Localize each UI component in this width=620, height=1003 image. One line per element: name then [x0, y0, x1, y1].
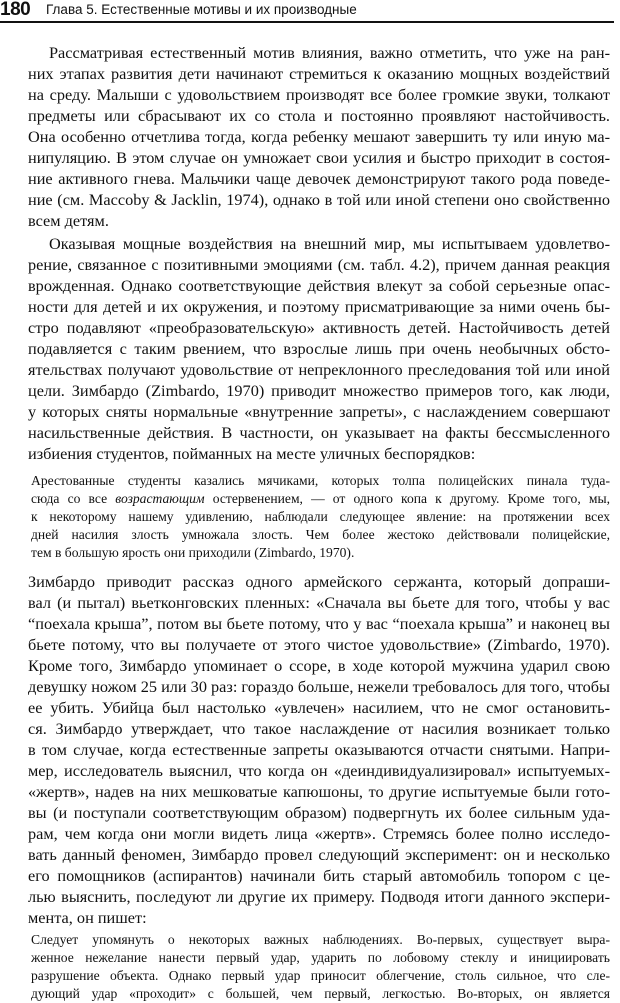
quote-line: дующий удар «проходит» с большей, чем первый, легкостью. Во-вторых, он является: [31, 986, 610, 1001]
text-line: у которых сняты нормальные «внутренние запреты», с наслаждением совершают: [28, 402, 610, 421]
text-line: вы (и поступали соответствующим образом) подвергнуть их более сильным уда-: [28, 803, 610, 822]
quote-text: сюда со все: [31, 491, 116, 506]
text-line: стро подавляют «преобразовательскую» активность детей. Настойчивость детей: [28, 318, 610, 337]
quote-line: к некоторому нашему удивлению, наблюдали следующее явление: на протяжении всех: [31, 509, 610, 524]
text-line: рам, чем когда они могли видеть лица «жертв». Стремясь более полно исследо-: [28, 824, 610, 843]
text-line: насильственные действия. В частности, он указывает на факты бессмысленного: [28, 423, 610, 442]
quote-line: [31, 490, 610, 508]
text-line: Кроме того, Зимбардо упоминает о ссоре, в ходе которой мужчина ударил свою: [28, 656, 610, 675]
text-line: бьете потому, что вы получаете от этого чистое удовольствие» (Zimbardo, 1970).: [28, 635, 610, 654]
text-line: ности для детей и их окружения, и поэтому присматривающие за ними очень бы-: [28, 297, 610, 316]
text-line: в том случае, когда естественные запреты оказываются отчасти снятыми. Напри-: [28, 740, 610, 759]
text-line: рение, связанное с позитивными эмоциями (см. табл. 4.2), причем данная реакция: [28, 255, 610, 274]
text-line: цели. Зимбардо (Zimbardo, 1970) приводит множество примеров того, как люди,: [28, 381, 610, 400]
page-number: 180: [0, 0, 31, 20]
quote-line: тем в большую ярость они приходили (Zimbardo, 1970).: [31, 545, 355, 560]
text-line: его помощников (аспирантов) начинали бить старый автомобиль топором с це-: [28, 866, 610, 885]
text-line: подавляется с таким рвением, что взрослые лишь при очень необычных обсто-: [28, 339, 610, 358]
text-line: Оказывая мощные воздействия на внешний мир, мы испытываем удовлетво-: [49, 234, 610, 253]
text-line: “поехала крыша”, потом вы бьете потому, что у вас “поехала крыша” и наконец вы: [28, 614, 610, 633]
text-line: ние (см. Maccoby & Jacklin, 1974), однако в той или иной степени оно свойственно: [28, 190, 610, 209]
text-line: них этапах развития дети начинают стремиться к оказанию мощных воздействий: [28, 64, 610, 83]
text-line: нипуляцию. В этом случае он умножает свои усилия и быстро приходит в состоя-: [28, 148, 610, 167]
text-line: Она особенно отчетлива тогда, когда ребенку мешают завершить ту или иную ма-: [28, 127, 610, 146]
text-line: ся. Зимбардо утверждает, что такое наслаждение от насилия возникает только: [28, 719, 610, 738]
emphasis-text: возрастающим: [115, 491, 205, 506]
text-line: вал (и пытал) вьетконговских пленных: «Сначала вы бьете для того, чтобы у вас: [28, 593, 610, 612]
text-line: лью выяснить, последуют ли другие их примеру. Подводя итоги данного экспери-: [28, 887, 610, 906]
text-line: мер, исследователь выяснил, что когда он «деиндивидуализировал» испытуемых-: [28, 761, 610, 780]
quote-text: остервенением, — от одного копа к другому. Кроме того, мы,: [204, 491, 610, 506]
text-line: всем детям.: [28, 211, 109, 230]
running-header: [0, 0, 620, 26]
chapter-title: Глава 5. Естественные мотивы и их производные: [46, 2, 357, 17]
text-line: «жертв», надев на них мешковатые капюшоны, то другие испытуемые были гото-: [28, 782, 610, 801]
text-line: Рассматривая естественный мотив влияния, важно отметить, что уже на ран-: [49, 43, 610, 62]
quote-line: дней насилия злость умножала злость. Чем более жестоко действовали полицейские,: [31, 527, 610, 542]
text-line: вать данный феномен, Зимбардо провел следующий эксперимент: он и несколько: [28, 845, 610, 864]
text-line: избиения студентов, пойманных на месте уличных беспорядков:: [28, 444, 476, 463]
quote-line: разрушение объекта. Однако первый удар приносит облегчение, столь сильное, что сле-: [31, 968, 610, 983]
quote-line: женное нежелание нанести первый удар, ударить по лобовому стеклу и инициировать: [31, 950, 610, 965]
quote-line: Следует упомянуть о некоторых важных наблюдениях. Во-первых, существует выра-: [31, 932, 610, 947]
text-line: врожденная. Однако соответствующие действия влекут за собой серьезные опас-: [28, 276, 610, 295]
text-line: ятельствах получают удовольствие от непреклонного преследования той или иной: [28, 360, 610, 379]
text-line: ее убить. Убийца был настолько «увлечен» насилием, что не смог остановить-: [28, 698, 610, 717]
quote-line: Арестованные студенты казались мячиками, которых толпа полицейских пинала туда-: [31, 473, 610, 488]
text-line: девушку ножом 25 или 30 раз: гораздо больше, нежели требовалось для того, чтобы: [28, 677, 610, 696]
header-rule: [0, 21, 614, 23]
text-line: ние активного гнева. Мальчики чаще девочек демонстрируют такого рода поведе-: [28, 169, 610, 188]
text-line: Зимбардо приводит рассказ одного армейского сержанта, который допраши-: [28, 572, 610, 591]
text-line: мента, он пишет:: [28, 908, 147, 927]
text-line: предметы или сбрасывают их со стола и постоянно проявляют настойчивость.: [28, 106, 610, 125]
text-line: на среду. Малыши с удовольствием производят все более громкие звуки, толкают: [28, 85, 610, 104]
